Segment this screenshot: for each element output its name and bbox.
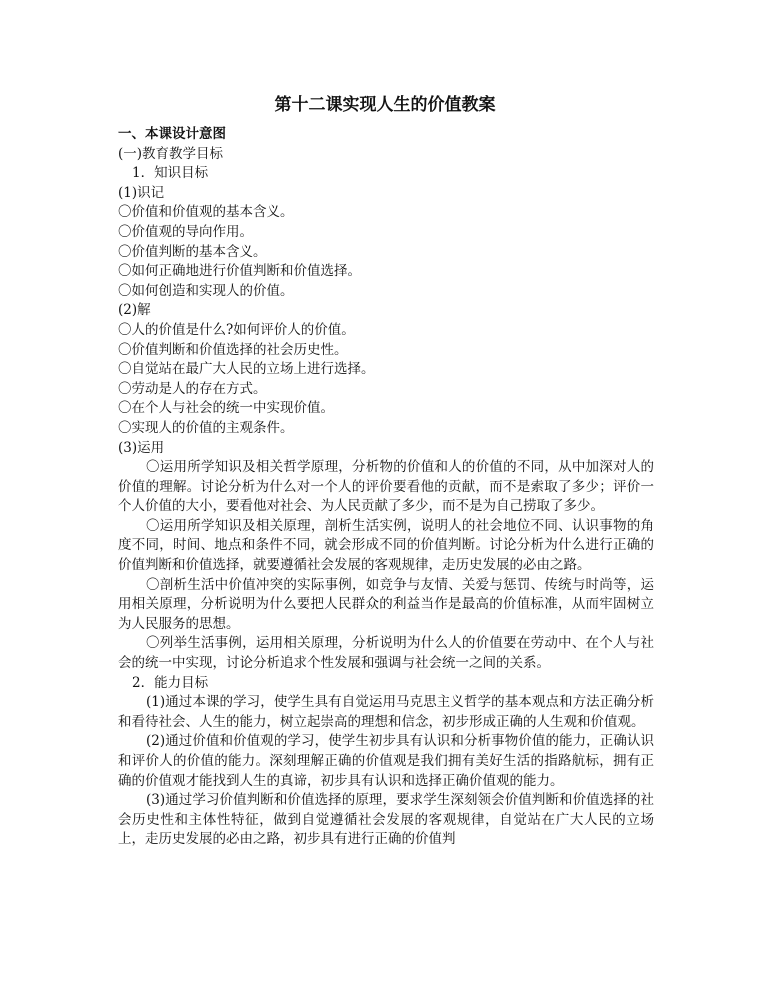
list-item: 〇价值判断和价值选择的社会历史性。	[118, 341, 348, 358]
list-item: 〇如何创造和实现人的价值。	[118, 282, 294, 299]
memory-label: (1)识记	[118, 184, 165, 201]
list-item: 〇劳动是人的存在方式。	[118, 380, 267, 397]
understand-label: (2)解	[118, 302, 151, 319]
list-item: 〇自觉站在最广大人民的立场上进行选择。	[118, 361, 375, 378]
list-item: 〇在个人与社会的统一中实现价值。	[118, 400, 334, 417]
apply-label: (3)运用	[118, 439, 165, 456]
list-item: 〇人的价值是什么?如何评价人的价值。	[118, 321, 355, 338]
apply-paragraph: 〇运用所学知识及相关哲学原理，分析物的价值和人的价值的不同，从中加深对人的价值的理解。讨论分析为什么对一个人的评价要看他的贡献，而不是索取了多少；评价一个人价值的大小，要看他对社会、为人民贡献了多少，而不是为自己捞取了多少。	[118, 459, 654, 515]
list-item: 〇价值判断的基本含义。	[118, 243, 267, 260]
list-item: 〇实现人的价值的主观条件。	[118, 419, 294, 436]
ability-heading: 2．能力目标	[132, 674, 209, 691]
list-item: 〇价值观的导向作用。	[118, 223, 253, 240]
ability-paragraph: (2)通过价值和价值观的学习，使学生初步具有认识和分析事物价值的能力，正确认识和评价人的价值的能力。深刻理解正确的价值观是我们拥有美好生活的指路航标，拥有正确的价值观才能找到人生的真谛，初步具有认识和选择正确价值观的能力。	[118, 733, 654, 789]
ability-paragraph: (1)通过本课的学习，使学生具有自觉运用马克思主义哲学的基本观点和方法正确分析和看待社会、人生的能力，树立起崇高的理想和信念，初步形成正确的人生观和价值观。	[118, 694, 654, 730]
knowledge-heading: 1．知识目标	[132, 165, 209, 182]
document-title: 第十二课实现人生的价值教案	[274, 95, 496, 115]
list-item: 〇价值和价值观的基本含义。	[118, 204, 294, 221]
ability-paragraph: (3)通过学习价值判断和价值选择的原理，要求学生深刻领会价值判断和价值选择的社会历史性和主体性特征，做到自觉遵循社会发展的客观规律，自觉站在广大人民的立场上，走历史发展的必由之路，初步具有进行正确的价值判	[118, 792, 654, 848]
subsection-heading: (一)教育教学目标	[118, 145, 224, 162]
document-body	[118, 125, 654, 850]
section-heading: 一、本课设计意图	[118, 126, 226, 142]
list-item: 〇如何正确地进行价值判断和价值选择。	[118, 263, 361, 280]
apply-paragraph: 〇列举生活事例，运用相关原理，分析说明为什么人的价值要在劳动中、在个人与社会的统一中实现，讨论分析追求个性发展和强调与社会统一之间的关系。	[118, 635, 654, 672]
apply-paragraph: 〇剖析生活中价值冲突的实际事例，如竞争与友情、关爱与惩罚、传统与时尚等，运用相关原理，分析说明为什么要把人民群众的利益当作是最高的价值标准，从而牢固树立为人民服务的思想。	[118, 576, 654, 632]
apply-paragraph: 〇运用所学知识及相关原理，剖析生活实例，说明人的社会地位不同、认识事物的角度不同，时间、地点和条件不同，就会形成不同的价值判断。讨论分析为什么进行正确的价值判断和价值选择，就要遵循社会发展的客观规律，走历史发展的必由之路。	[118, 517, 654, 574]
